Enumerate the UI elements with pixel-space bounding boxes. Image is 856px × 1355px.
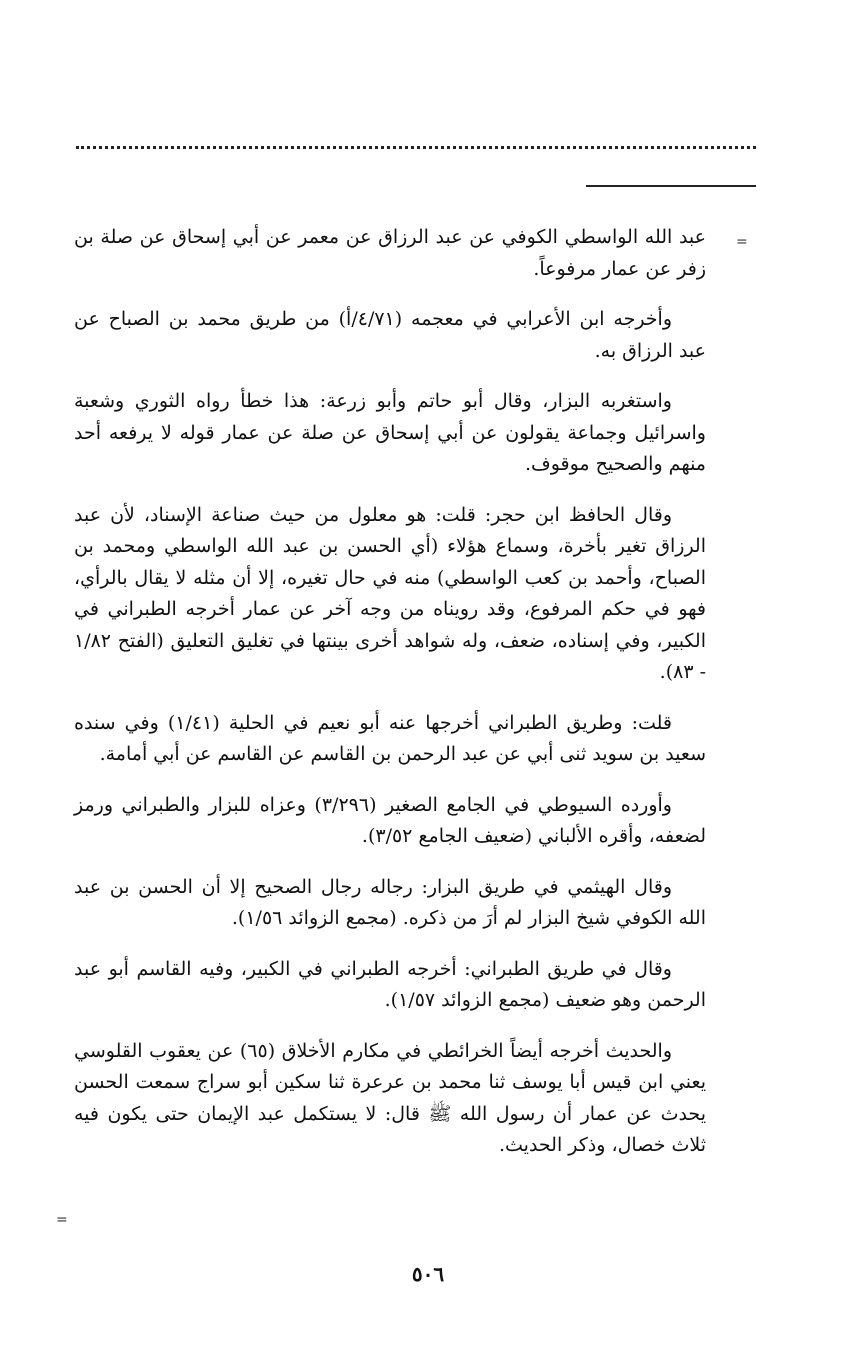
margin-mark-bottom: = [56,1212,68,1228]
paragraph: عبد الله الواسطي الكوفي عن عبد الرزاق عن معمر عن أبي إسحاق عن صلة بن زفر عن عمار مرفوعاً. [74,226,706,280]
footnote-rule [586,185,756,187]
paragraph: قلت: وطريق الطبراني أخرجها عنه أبو نعيم في الحلية (١/٤١) وفي سنده سعيد بن سويد ثنى أبي عن عبد الرحمن بن القاسم عن القاسم عن أبي أمامة. [74,711,706,765]
footnote-dotted-separator [76,146,756,149]
page-number: ٥٠٦ [411,1262,445,1286]
paragraph: وأورده السيوطي في الجامع الصغير (٣/٢٩٦) وعزاه للبزار والطبراني ورمز لضعفه، وأقره الألباني (ضعيف الجامع ٣/٥٢). [74,793,706,847]
margin-mark-top: = [736,234,748,250]
footnote-text [74,222,706,1181]
paragraph: وقال في طريق الطبراني: أخرجه الطبراني في الكبير، وفيه القاسم أبو عبد الرحمن وهو ضعيف (مجمع الزوائد ١/٥٧). [74,957,706,1011]
paragraph: والحديث أخرجه أيضاً الخرائطي في مكارم الأخلاق (٦٥) عن يعقوب القلوسي يعني ابن قيس أبا يوسف ثنا محمد بن عرعرة ثنا سكين أبو سراج سمعت الحسن يحدث عن عمار أن رسول الله ﷺ قال: لا يستكمل عبد الإيمان حتى يكون فيه ثلاث خصال، وذكر الحديث. [74,1039,706,1156]
paragraph: وقال الحافظ ابن حجر: قلت: هو معلول من حيث صناعة الإسناد، لأن عبد الرزاق تغير بأخرة، وسماع هؤلاء (أي الحسن بن عبد الله الواسطي ومحمد بن الصباح، وأحمد بن كعب الواسطي) منه في حال تغيره، إلا أن مثله لا يقال بالرأي، فهو في حكم المرفوع، وقد رويناه من وجه آخر عن عمار أخرجه الطبراني في الكبير، وفي إسناده، ضعف، وله شواهد أخرى بينتها في تغليق التعليق (الفتح ١/٨٢ - ٨٣). [74,503,706,683]
paragraph: وقال الهيثمي في طريق البزار: رجاله رجال الصحيح إلا أن الحسن بن عبد الله الكوفي شيخ البزار لم أرَ من ذكره. (مجمع الزوائد ١/٥٦). [74,875,706,929]
paragraph: واستغربه البزار، وقال أبو حاتم وأبو زرعة: هذا خطأ رواه الثوري وشعبة واسرائيل وجماعة يقولون عن أبي إسحاق عن صلة عن عمار قوله لا يرفعه أحد منهم والصحيح موقوف. [74,390,706,475]
paragraph: وأخرجه ابن الأعرابي في معجمه (٤/٧١/أ) من طريق محمد بن الصباح عن عبد الرزاق به. [74,308,706,362]
